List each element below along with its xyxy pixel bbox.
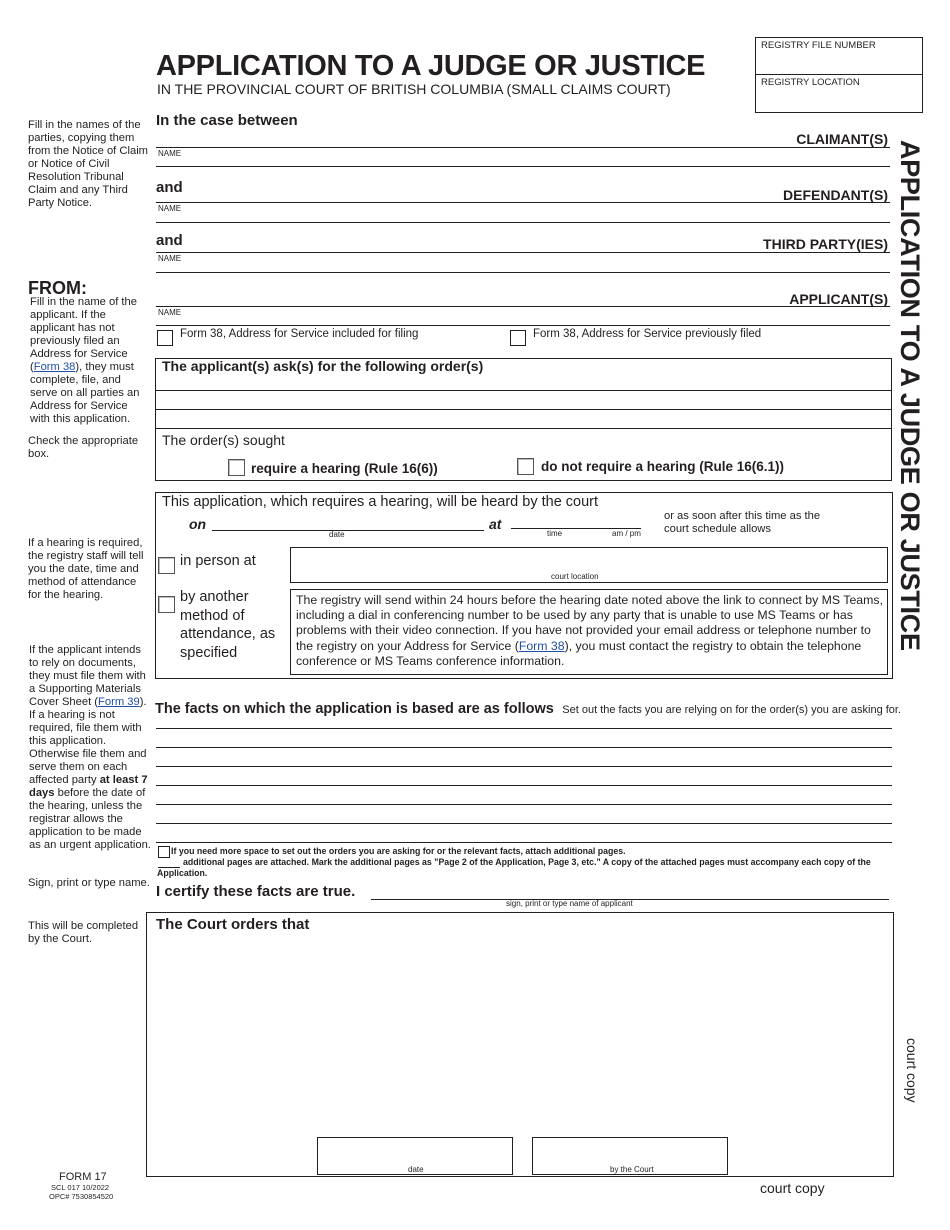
no-hearing-label: do not require a hearing (Rule 16(6.1)) <box>541 459 785 474</box>
require-hearing-checkbox[interactable] <box>228 459 245 476</box>
facts-heading: The facts on which the application is based are as follows <box>155 701 554 717</box>
registry-location-field[interactable] <box>756 75 922 112</box>
court-copy-vertical: court copy <box>904 1038 920 1103</box>
sign-note: Sign, print or type name. <box>28 877 150 889</box>
hearing-note: If a hearing is required, the registry staff will tell you the date, time and method of attendance for the hearing. <box>28 537 144 601</box>
registry-file-number-label: REGISTRY FILE NUMBER <box>761 40 876 51</box>
name-caption: NAME <box>158 149 182 158</box>
check-note: Check the appropriate box. <box>28 435 139 460</box>
facts-heading-row <box>155 700 901 718</box>
other-method-checkbox[interactable] <box>158 596 175 613</box>
pages-note: additional pages are attached. Mark the additional pages as "Page 2 of the Application, Page 3, etc." A copy of the attached pages must accompany each copy of the Application. <box>157 857 871 878</box>
and-label: and <box>156 232 183 249</box>
court-date-caption: date <box>408 1165 424 1174</box>
facts-note: Set out the facts you are relying on for the order(s) you are asking for. <box>562 704 902 716</box>
form-38-included-label: Form 38, Address for Service included for filing <box>180 328 419 340</box>
certify-label: I certify these facts are true. <box>156 883 356 900</box>
order-line-1[interactable] <box>155 390 892 391</box>
in-person-label: in person at <box>180 553 256 569</box>
form-38-included-checkbox[interactable] <box>157 330 173 346</box>
court-orders-heading: The Court orders that <box>156 916 310 933</box>
from-note: Fill in the name of the applicant. If the applicant has not previously filed an Address for Service (Form 38), they must complete, file, and serve on all parties an Address for Service with this application. <box>30 296 140 425</box>
divider <box>156 222 890 223</box>
other-method-label: by another method of attendance, as specified <box>180 589 276 661</box>
name-caption: NAME <box>158 254 182 263</box>
on-label: on <box>189 516 207 532</box>
court-copy-footer: court copy <box>760 1180 825 1196</box>
scl-code: SCL 017 10/2022 <box>51 1183 110 1192</box>
require-hearing-label: require a hearing (Rule 16(6)) <box>251 461 438 476</box>
divider <box>156 166 890 167</box>
form-38-link[interactable]: Form 38 <box>518 638 565 653</box>
form-38-previously-label: Form 38, Address for Service previously filed <box>533 328 762 340</box>
from-heading: FROM: <box>28 278 87 298</box>
orders-sought-label: The order(s) sought <box>162 432 285 448</box>
claimant-name-line[interactable] <box>156 147 890 148</box>
hearing-heading: This application, which requires a hearing, will be heard by the court <box>162 494 599 510</box>
time-caption: time <box>547 529 563 538</box>
hearing-date-line[interactable] <box>212 530 484 531</box>
by-court-caption: by the Court <box>610 1165 654 1174</box>
in-person-checkbox[interactable] <box>158 557 175 574</box>
name-caption: NAME <box>158 308 182 317</box>
order-line-2[interactable] <box>155 409 892 410</box>
facts-line-6[interactable] <box>156 823 892 824</box>
registry-location-label: REGISTRY LOCATION <box>761 77 860 88</box>
signature-caption: sign, print or type name of applicant <box>506 899 633 908</box>
defendant-label: DEFENDANT(S) <box>783 187 888 203</box>
court-note: This will be completed by the Court. <box>28 920 139 945</box>
form-subtitle: IN THE PROVINCIAL COURT OF BRITISH COLUMBIA (SMALL CLAIMS COURT) <box>157 81 671 97</box>
facts-line-2[interactable] <box>156 747 892 748</box>
date-caption: date <box>329 530 345 539</box>
court-orders-box <box>146 912 894 1177</box>
form-number: FORM 17 <box>59 1171 107 1183</box>
court-location-caption: court location <box>551 572 599 581</box>
third-party-name-line[interactable] <box>156 252 890 253</box>
form-39-link[interactable]: Form 39 <box>98 696 140 708</box>
order-line-3 <box>155 428 892 429</box>
registry-box <box>755 37 923 113</box>
facts-line-4[interactable] <box>156 785 892 786</box>
facts-line-5[interactable] <box>156 804 892 805</box>
case-between-label: In the case between <box>156 112 298 129</box>
documents-note: If the applicant intends to rely on documents, they must file them with a Supporting Materials Cover Sheet (Form 39). If a hearing is not required, file them with this application. Otherwise file them and serve them on each affected party at least 7 days before the date of the hearing, unless the registrar allows the application to be made as an urgent application. <box>29 644 151 851</box>
and-label: and <box>156 179 183 196</box>
divider <box>156 272 890 273</box>
ampm-caption: am / pm <box>612 529 641 538</box>
defendant-name-line[interactable] <box>156 202 890 203</box>
applicant-label: APPLICANT(S) <box>789 291 888 307</box>
teams-info-text: The registry will send within 24 hours before the hearing date noted above the link to connect by MS Teams, including a dial in conferencing number to be used by any party that is unable to use MS Teams or has problems with their video connection. If you have not provided your email address or telephone number to the registry on your Address for Service (Form 38), you must contact the registry to obtain the telephone conference or MS Teams conference information. <box>296 593 883 668</box>
facts-line-7[interactable] <box>156 842 892 843</box>
claimant-label: CLAIMANT(S) <box>796 131 888 147</box>
form-38-previously-checkbox[interactable] <box>510 330 526 346</box>
form-38-link[interactable]: Form 38 <box>33 361 76 373</box>
applicant-name-line[interactable] <box>156 306 890 307</box>
divider <box>156 325 890 326</box>
facts-line-1[interactable] <box>156 728 892 729</box>
third-party-label: THIRD PARTY(IES) <box>763 236 888 252</box>
name-caption: NAME <box>158 204 182 213</box>
no-hearing-checkbox[interactable] <box>517 458 534 475</box>
at-label: at <box>489 516 502 532</box>
facts-line-3[interactable] <box>156 766 892 767</box>
side-title: APPLICATION TO A JUDGE OR JUSTICE <box>895 140 925 651</box>
more-space-note: If you need more space to set out the orders you are asking for or the relevant facts, attach additional pages. <box>171 846 626 856</box>
orders-heading: The applicant(s) ask(s) for the following order(s) <box>162 358 484 374</box>
opc-code: OPC# 7530854520 <box>49 1192 114 1201</box>
registry-file-number-field[interactable] <box>756 38 922 75</box>
names-note: Fill in the names of the parties, copying them from the Notice of Claim or Notice of Civil Resolution Tribunal Claim and any Third Party Notice. <box>28 119 148 209</box>
form-title: APPLICATION TO A JUDGE OR JUSTICE <box>156 50 706 82</box>
schedule-note: or as soon after this time as the court schedule allows <box>664 510 821 535</box>
